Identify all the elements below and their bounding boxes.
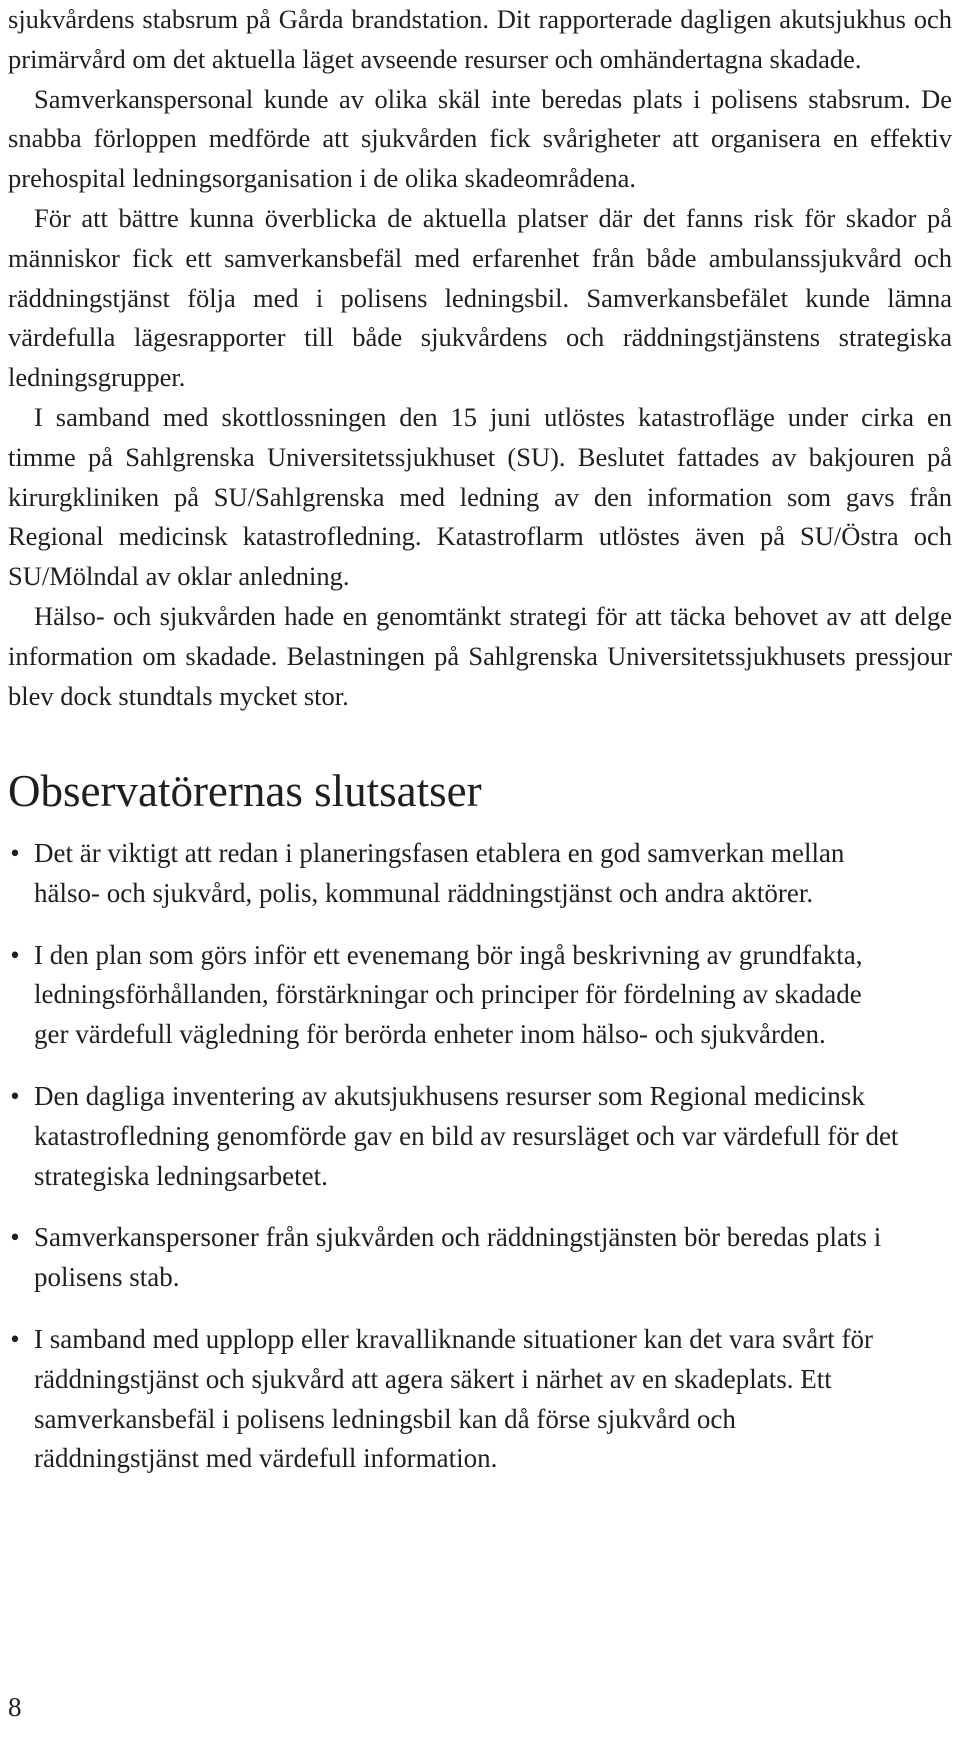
section-heading: Observatörernas slutsatser (8, 766, 482, 816)
bullet-icon: • (10, 838, 20, 868)
list-item-text: Det är viktigt att redan i planeringsfasen etablera en god samverkan mellan hälso- och sjukvård, polis, kommunal räddningstjänst och andra aktörer. (34, 838, 845, 908)
list-item (0, 1218, 960, 1298)
bullet-icon: • (10, 1080, 20, 1111)
list-item (0, 1320, 960, 1479)
page-number: 8 (8, 1692, 22, 1722)
list-item-text: I den plan som görs inför ett evenemang bör ingå beskrivning av grundfakta, ledningsförhållanden, förstärkningar och principer för fördelning av skadade ger värdefull vägledning för berörda enheter inom hälso- och sjukvården. (34, 939, 863, 1050)
list-item-text: Den dagliga inventering av akutsjukhusens resurser som Regional medicinsk katastrofledning genomförde gav en bild av resursläget och var värdefull för det strategiska ledningsarbetet. (34, 1080, 899, 1191)
paragraph: sjukvårdens stabsrum på Gårda brandstation. Dit rapporterade dagligen akutsjukhus och primärvård om det aktuella läget avseende resurser och omhändertagna skadade. (8, 4, 952, 74)
paragraph: I samband med skottlossningen den 15 juni utlöstes katastrofläge under cirka en timme på Sahlgrenska Universitetssjukhuset (SU). Beslutet fattades av bakjouren på kirurgkliniken på SU/Sahlgrenska med ledning av den information som gavs från Regional medicinsk katastrofledning. Katastroflarm utlöstes även på SU/Östra och SU/Mölndal av oklar anledning. (8, 401, 952, 592)
list-item (0, 936, 960, 1055)
paragraph: Samverkanspersonal kunde av olika skäl inte beredas plats i polisens stabsrum. De snabba förloppen medförde att sjukvården fick svårigheter att organisera en effektiv prehospital ledningsorganisation i de olika skadeområdena. (8, 83, 952, 194)
body-text (8, 0, 952, 716)
list-item-text: I samband med upplopp eller kravalliknande situationer kan det vara svårt för räddningstjänst och sjukvård att agera säkert i närhet av en skadeplats. Ett samverkansbefäl i polisens ledningsbil kan då förse sjukvård och räddningstjänst med värdefull information. (34, 1323, 873, 1474)
bullet-icon: • (10, 1222, 20, 1253)
bullet-icon: • (10, 1323, 20, 1354)
paragraph: Hälso- och sjukvården hade en genomtänkt strategi för att täcka behovet av att delge information om skadade. Belastningen på Sahlgrenska Universitetssjukhusets pressjour blev dock stundtals mycket stor. (8, 600, 952, 711)
conclusions-list (0, 834, 960, 1501)
bullet-icon: • (10, 939, 20, 970)
list-item (0, 834, 960, 914)
paragraph: För att bättre kunna överblicka de aktuella platser där det fanns risk för skador på människor fick ett samverkansbefäl med erfarenhet från både ambulanssjukvård och räddningstjänst följa med i polisens ledningsbil. Samverkansbefälet kunde lämna värdefulla lägesrapporter till både sjukvårdens och räddningstjänstens strategiska ledningsgrupper. (8, 202, 952, 393)
list-item-text: Samverkanspersoner från sjukvården och räddningstjänsten bör beredas plats i polisens stab. (34, 1222, 882, 1293)
list-item (0, 1077, 960, 1196)
